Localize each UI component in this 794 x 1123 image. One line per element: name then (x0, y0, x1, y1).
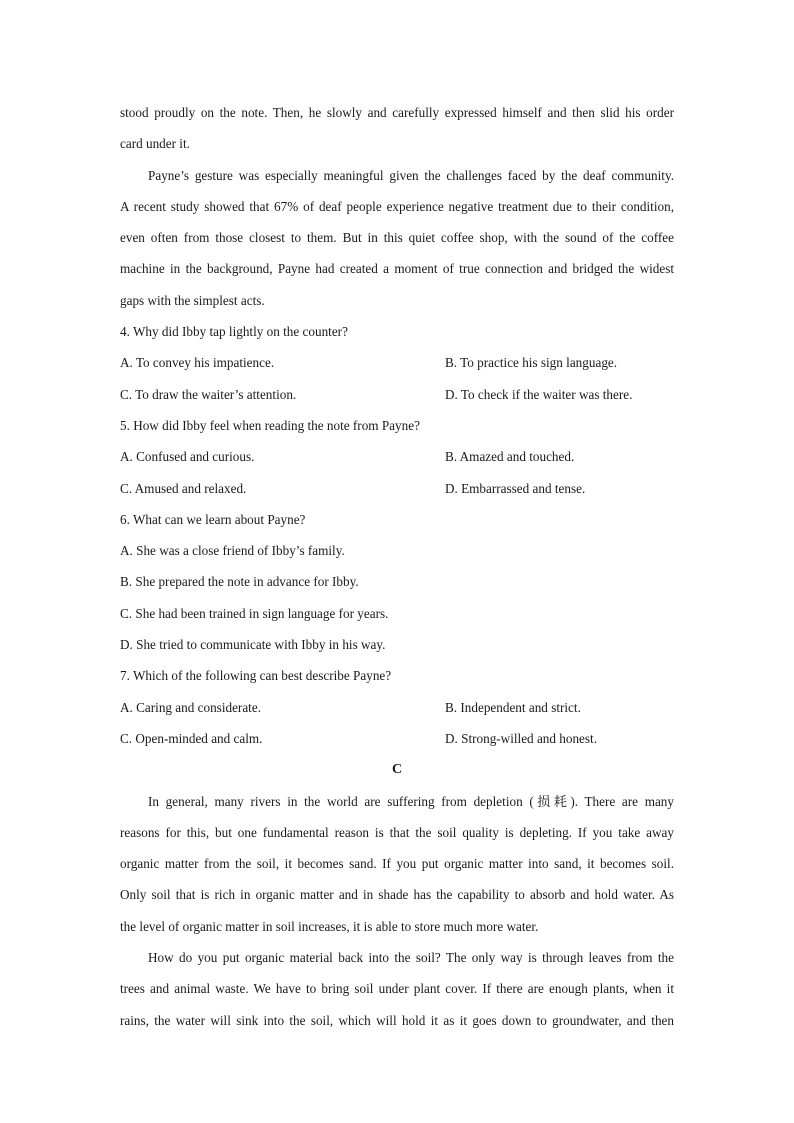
question-stem: 5. How did Ibby feel when reading the note from Payne? (120, 417, 420, 433)
text-line: trees and animal waste. We have to bring soil under plant cover. If there are enough plants, when it (120, 981, 674, 997)
option-b: B. To practice his sign language. (445, 355, 618, 371)
option-d: D. To check if the waiter was there. (445, 386, 633, 402)
section-heading: C (391, 762, 403, 778)
question-6 (120, 504, 674, 660)
question-5 (120, 410, 674, 504)
text-line: A recent study showed that 67% of deaf people experience negative treatment due to their condition, (120, 198, 674, 214)
text-line: stood proudly on the note. Then, he slowly and carefully expressed himself and then slid his order (120, 105, 674, 120)
option-d: D. Strong-willed and honest. (445, 730, 598, 746)
text-line: In general, many rivers in the world are suffering from depletion (损耗). There are many (148, 793, 674, 809)
option-c: C. Open-minded and calm. (120, 730, 263, 746)
text-line: organic matter from the soil, it becomes sand. If you put organic matter into sand, it becomes soil. (120, 856, 674, 872)
option-row (120, 723, 674, 754)
text-line: Payne’s gesture was especially meaningful given the challenges faced by the deaf community. (148, 167, 674, 183)
option-row (120, 473, 674, 504)
text-line: reasons for this, but one fundamental reason is that the soil quality is depleting. If you take away (120, 824, 674, 840)
question-stem: 4. Why did Ibby tap lightly on the counter? (120, 324, 348, 340)
question-stem: 6. What can we learn about Payne? (120, 511, 306, 527)
text-line: the level of organic matter in soil increases, it is able to store much more water. (120, 918, 539, 934)
option-row (120, 379, 674, 410)
text-line: Only soil that is rich in organic matter and in shade has the capability to absorb and hold water. As (120, 887, 674, 903)
passage-paragraph (120, 160, 674, 316)
text-line: gaps with the simplest acts. (120, 292, 265, 308)
passage-paragraph (120, 97, 674, 160)
option-d: D. She tried to communicate with Ibby in his way. (120, 637, 386, 653)
option-row (120, 441, 674, 472)
question-4 (120, 316, 674, 410)
text-line: rains, the water will sink into the soil, which will hold it as it goes down to groundwater, and then (120, 1012, 674, 1028)
passage-paragraph (120, 942, 674, 1036)
option-c: C. To draw the waiter’s attention. (120, 386, 297, 402)
option-a: A. Caring and considerate. (120, 699, 261, 715)
option-d: D. Embarrassed and tense. (445, 480, 586, 496)
option-b: B. She prepared the note in advance for Ibby. (120, 574, 359, 590)
text-line: card under it. (120, 136, 190, 152)
option-b: B. Independent and strict. (445, 699, 581, 715)
option-a: A. She was a close friend of Ibby’s family. (120, 543, 345, 559)
text-line: How do you put organic material back into the soil? The only way is through leaves from the (148, 950, 674, 966)
option-c: C. She had been trained in sign language for years. (120, 605, 389, 621)
option-row (120, 692, 674, 723)
question-7 (120, 660, 674, 754)
text-line: machine in the background, Payne had created a moment of true connection and bridged the widest (120, 261, 674, 277)
passage-paragraph (120, 786, 674, 942)
option-a: A. To convey his impatience. (120, 355, 275, 371)
option-c: C. Amused and relaxed. (120, 480, 247, 496)
question-stem: 7. Which of the following can best describe Payne? (120, 668, 392, 684)
option-a: A. Confused and curious. (120, 449, 255, 465)
text-line: even often from those closest to them. But in this quiet coffee shop, with the sound of the coffee (120, 230, 674, 246)
option-b: B. Amazed and touched. (445, 449, 575, 465)
document-page (120, 97, 674, 1036)
option-row (120, 347, 674, 378)
